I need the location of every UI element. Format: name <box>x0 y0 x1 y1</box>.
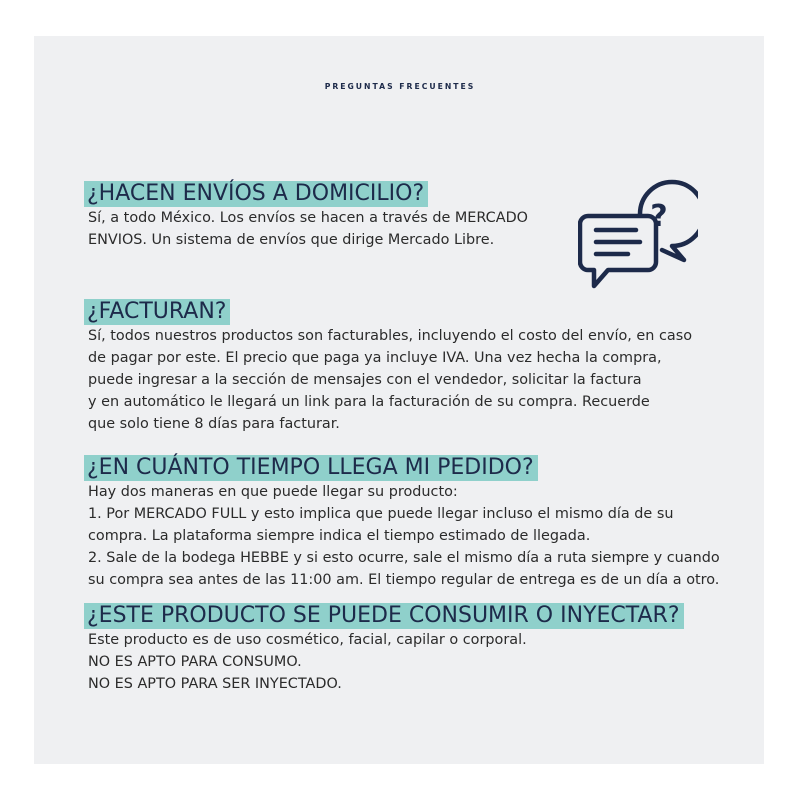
answer-line: que solo tiene 8 días para facturar. <box>88 416 340 432</box>
answer-line: Sí, todos nuestros productos son facturables, incluyendo el costo del envío, en caso <box>88 328 692 344</box>
answer-line: 1. Por MERCADO FULL y esto implica que puede llegar incluso el mismo día de su <box>88 506 674 522</box>
answer-line: puede ingresar a la sección de mensajes con el vendedor, solicitar la factura <box>88 372 642 388</box>
answer-line: su compra sea antes de las 11:00 am. El tiempo regular de entrega es de un día a otro. <box>88 572 720 588</box>
answer-line: y en automático le llegará un link para la facturación de su compra. Recuerde <box>88 394 650 410</box>
faq-answer-delivery-time <box>88 481 720 591</box>
answer-line: Sí, a todo México. Los envíos se hacen a través de MERCADO <box>88 210 528 226</box>
answer-line: compra. La plataforma siempre indica el tiempo estimado de llegada. <box>88 528 591 544</box>
faq-answer-consumption <box>88 629 527 695</box>
faq-question-shipping: ¿HACEN ENVÍOS A DOMICILIO? <box>84 181 428 207</box>
page-title: PREGUNTAS FRECUENTES <box>324 82 476 91</box>
answer-line: Hay dos maneras en que puede llegar su producto: <box>88 484 458 500</box>
faq-answer-invoicing <box>88 325 692 435</box>
faq-question-invoicing: ¿FACTURAN? <box>84 299 230 325</box>
svg-text:?: ? <box>650 199 668 234</box>
chat-question-icon <box>578 178 698 290</box>
faq-answer-shipping <box>88 207 528 251</box>
answer-line: ENVIOS. Un sistema de envíos que dirige Mercado Libre. <box>88 232 495 248</box>
answer-line: NO ES APTO PARA CONSUMO. <box>88 654 302 670</box>
answer-line: de pagar por este. El precio que paga ya incluye IVA. Una vez hecha la compra, <box>88 350 662 366</box>
answer-line: Este producto es de uso cosmético, facial, capilar o corporal. <box>88 632 527 648</box>
faq-question-consumption: ¿ESTE PRODUCTO SE PUEDE CONSUMIR O INYECTAR? <box>84 603 684 629</box>
answer-line: NO ES APTO PARA SER INYECTADO. <box>88 676 342 692</box>
answer-line: 2. Sale de la bodega HEBBE y si esto ocurre, sale el mismo día a ruta siempre y cuando <box>88 550 720 566</box>
faq-question-delivery-time: ¿EN CUÁNTO TIEMPO LLEGA MI PEDIDO? <box>84 455 538 481</box>
